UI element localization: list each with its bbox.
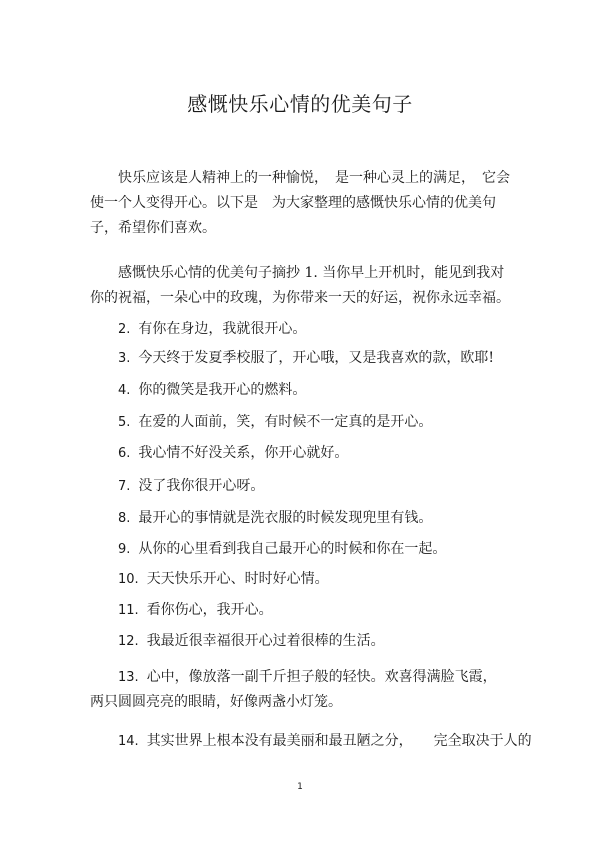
item-number: 12. xyxy=(118,634,139,649)
list-item xyxy=(118,537,510,562)
list-item xyxy=(118,317,510,342)
list-item xyxy=(118,346,510,371)
item-text: 没了我你很开心呀。 xyxy=(138,478,265,494)
item-number: 3. xyxy=(118,351,131,366)
list-item xyxy=(118,441,510,466)
item-text: 在爱的人面前，笑，有时候不一定真的是开心。 xyxy=(138,414,433,430)
list-item xyxy=(118,598,510,623)
intro-paragraph: 快乐应该是人精神上的一种愉悦， 是一种心灵上的满足， 它会使一个人变得开心。以下是 为大家整理的感慨快乐心情的优美句子，希望你们喜欢。 xyxy=(90,170,510,236)
list-item xyxy=(118,410,510,435)
list-item xyxy=(118,474,510,499)
item-number: 14. xyxy=(118,734,139,749)
item-text: 你的微笑是我开心的燃料。 xyxy=(138,382,307,398)
item-number: 9. xyxy=(118,542,131,557)
list-item xyxy=(118,729,532,754)
item-text: 最开心的事情就是洗衣服的时候发现兜里有钱。 xyxy=(138,510,433,526)
item-text: 看你伤心，我开心。 xyxy=(146,602,273,618)
item-text: 我心情不好没关系，你开心就好。 xyxy=(138,445,349,461)
item-number: 5. xyxy=(118,415,131,430)
item-text: 心中，像放落一副千斤担子般的轻快。欢喜得满脸飞霞，两只圆圆亮亮的眼睛，好像两盏小灯笼。 xyxy=(90,669,497,710)
excerpt-paragraph: 感慨快乐心情的优美句子摘抄 1. 当你早上开机时，能见到我对你的祝福，一朵心中的玫瑰，为你带来一天的好运，祝你永远幸福。 xyxy=(90,265,510,306)
item-number: 2. xyxy=(118,322,131,337)
item-text: 从你的心里看到我自己最开心的时候和你在一起。 xyxy=(138,541,447,557)
item-text: 天天快乐开心、时时好心情。 xyxy=(146,571,329,587)
item-number: 11. xyxy=(118,603,139,618)
item-number: 6. xyxy=(118,446,131,461)
list-item xyxy=(118,378,510,403)
item-number: 13. xyxy=(118,670,139,685)
list-item xyxy=(118,629,510,654)
list-item xyxy=(118,567,510,592)
item-number: 4. xyxy=(118,383,131,398)
item-number: 8. xyxy=(118,511,131,526)
item-text: 有你在身边，我就很开心。 xyxy=(138,321,307,337)
item-number: 10. xyxy=(118,572,139,587)
list-item xyxy=(90,665,510,715)
item-text: 今天终于发夏季校服了，开心哦，又是我喜欢的款，欧耶! xyxy=(138,350,495,366)
list-item xyxy=(118,506,510,531)
item-number: 7. xyxy=(118,479,131,494)
item-text: 其实世界上根本没有最美丽和最丑陋之分， 完全取决于人的 xyxy=(146,733,532,749)
item-text: 我最近很幸福很开心过着很棒的生活。 xyxy=(146,633,385,649)
page-number: 1 xyxy=(297,782,303,792)
page-title: 感慨快乐心情的优美句子 xyxy=(187,92,413,116)
